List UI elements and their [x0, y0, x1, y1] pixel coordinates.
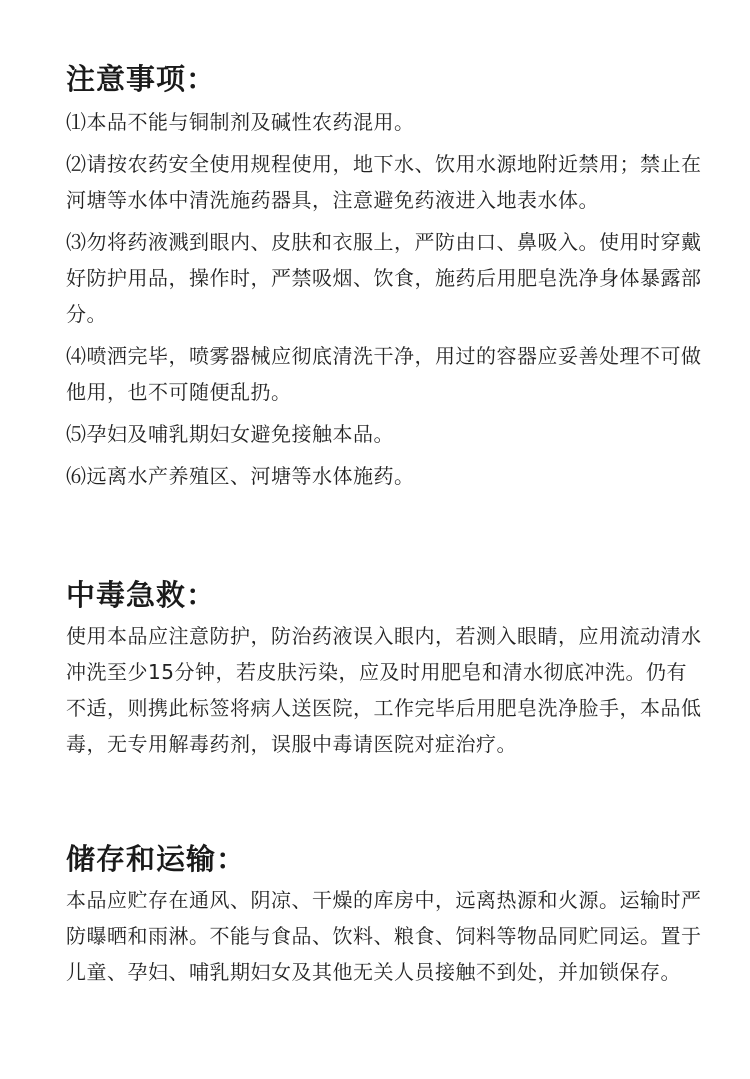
precautions-heading: 注意事项： [66, 62, 217, 96]
precaution-item-3: ⑶勿将药液溅到眼内、皮肤和衣服上，严防由口、鼻吸入。使用时穿戴好防护用品，操作时，严禁吸烟、饮食，施药后用肥皂洗净身体暴露部分。 [66, 230, 702, 326]
precaution-item-1: ⑴本品不能与铜制剂及碱性农药混用。 [66, 110, 415, 134]
storage-section [66, 842, 706, 990]
first-aid-text: 使用本品应注意防护，防治药液误入眼内，若测入眼睛，应用流动清水冲洗至少15分钟，若皮肤污染，应及时用肥皂和清水彻底冲洗。仍有不适，则携此标签将病人送医院，工作完毕后用肥皂洗净脸手，本品低毒，无专用解毒药剂，误服中毒请医院对症治疗。 [66, 624, 702, 756]
precaution-item-2: ⑵请按农药安全使用规程使用，地下水、饮用水源地附近禁用；禁止在河塘等水体中清洗施药器具，注意避免药液进入地表水体。 [66, 152, 702, 212]
precaution-item-5: ⑸孕妇及哺乳期妇女避免接触本品。 [66, 422, 394, 446]
precautions-section [66, 62, 706, 500]
precaution-item-4: ⑷喷洒完毕，喷雾器械应彻底清洗干净，用过的容器应妥善处理不可做他用，也不可随便乱扔。 [66, 344, 702, 404]
precaution-item-6: ⑹远离水产养殖区、河塘等水体施药。 [66, 464, 415, 488]
first-aid-heading: 中毒急救： [66, 578, 217, 612]
storage-heading: 储存和运输： [66, 842, 247, 876]
storage-text: 本品应贮存在通风、阴凉、干燥的库房中，远离热源和火源。运输时严防曝晒和雨淋。不能与食品、饮料、粮食、饲料等物品同贮同运。置于儿童、孕妇、哺乳期妇女及其他无关人员接触不到处，并加锁保存。 [66, 888, 702, 984]
first-aid-section [66, 578, 706, 762]
